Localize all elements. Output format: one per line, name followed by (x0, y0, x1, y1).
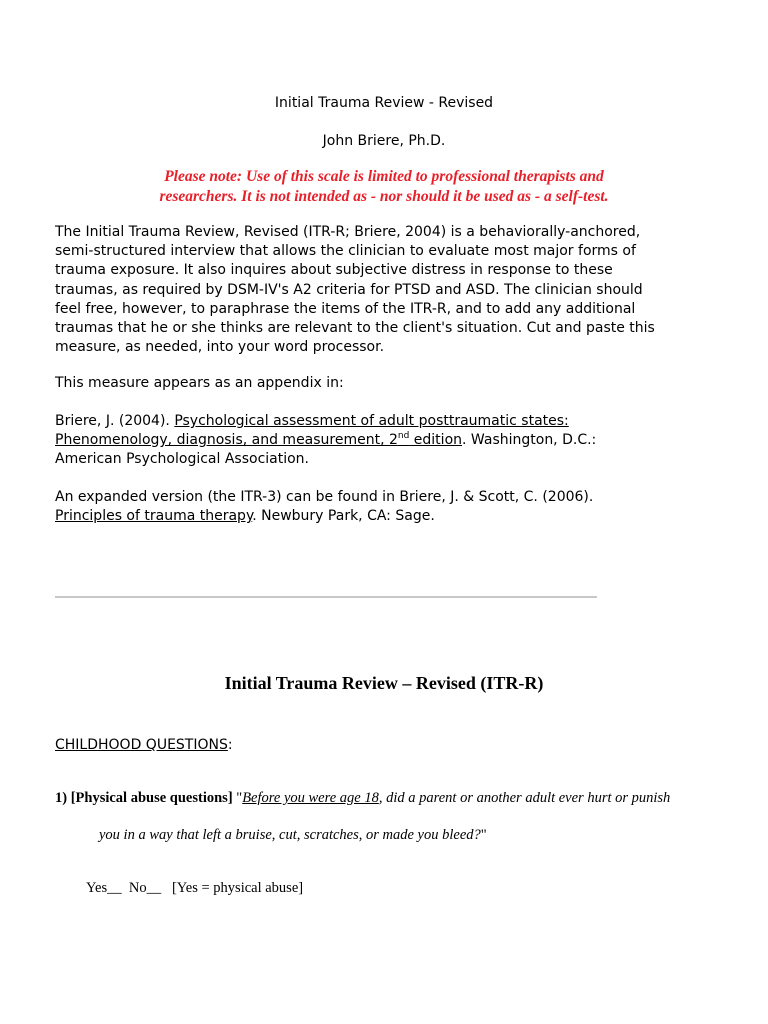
intro-line: traumas that he or she thinks are relevant to the client's situation. Cut and paste this (55, 320, 655, 337)
citation-briere-2004 (55, 412, 755, 470)
section-heading (55, 736, 233, 755)
citation-itr3-publisher: . Newbury Park, CA: Sage. (252, 508, 435, 525)
answer-options[interactable]: Yes__ No__ [Yes = physical abuse] (86, 880, 304, 896)
close-quote: " (480, 827, 487, 843)
intro-line: semi-structured interview that allows the clinician to evaluate most major forms of (55, 243, 636, 260)
open-quote: " (232, 790, 243, 806)
question-1-continued (99, 826, 487, 844)
question-1-label: 1) [Physical abuse questions] (55, 790, 233, 806)
document-title: Initial Trauma Review - Revised (274, 95, 494, 111)
citation-publisher: American Psychological Association. (55, 451, 309, 468)
book-title-part: Phenomenology, diagnosis, and measurement, 2 (55, 432, 398, 449)
intro-line: measure, as needed, into your word processor. (55, 339, 385, 356)
book-title-link[interactable]: Psychological assessment of adult posttraumatic states: (174, 413, 569, 429)
intro-line: The Initial Trauma Review, Revised (ITR-R; Briere, 2004) is a behaviorally-anchored, (55, 224, 641, 240)
appendix-line: This measure appears as an appendix in: (55, 375, 344, 391)
edition-superscript: nd (397, 431, 410, 442)
usage-warning-line-2: researchers. It is not intended as - nor should it be used as - a self-test. (159, 187, 609, 205)
section-heading-colon: : (227, 737, 233, 753)
usage-warning (0, 167, 768, 206)
intro-paragraph (55, 223, 755, 357)
citation-itr3-line: An expanded version (the ITR-3) can be found in Briere, J. & Scott, C. (2006). (55, 489, 594, 505)
intro-line: feel free, however, to paraphrase the items of the ITR-R, and to add any additional (55, 300, 636, 317)
intro-line: trauma exposure. It also inquires about subjective distress in response to these (55, 262, 613, 279)
principles-title-link[interactable]: Principles of trauma therapy (55, 508, 253, 525)
question-1-text-line-2: you in a way that left a bruise, cut, scratches, or made you bleed? (99, 827, 481, 843)
usage-warning-line-1: Please note: Use of this scale is limited to professional therapists and (164, 168, 604, 185)
citation-publisher-city: . Washington, D.C.: (462, 432, 597, 449)
author-line: John Briere, Ph.D. (322, 133, 446, 149)
citation-itr3 (55, 488, 755, 526)
section-divider (55, 596, 597, 598)
section-heading-label: CHILDHOOD QUESTIONS (55, 737, 228, 753)
book-title-link-cont[interactable] (55, 432, 462, 448)
book-title-part: edition (409, 432, 463, 449)
age-phrase: Before you were age 18 (242, 790, 379, 806)
citation-author: Briere, J. (2004). (55, 413, 175, 429)
question-1 (55, 789, 670, 807)
form-title: Initial Trauma Review – Revised (ITR-R) (224, 673, 544, 693)
intro-line: traumas, as required by DSM-IV's A2 criteria for PTSD and ASD. The clinician should (55, 281, 643, 298)
question-1-text: , did a parent or another adult ever hurt or punish (378, 790, 671, 806)
